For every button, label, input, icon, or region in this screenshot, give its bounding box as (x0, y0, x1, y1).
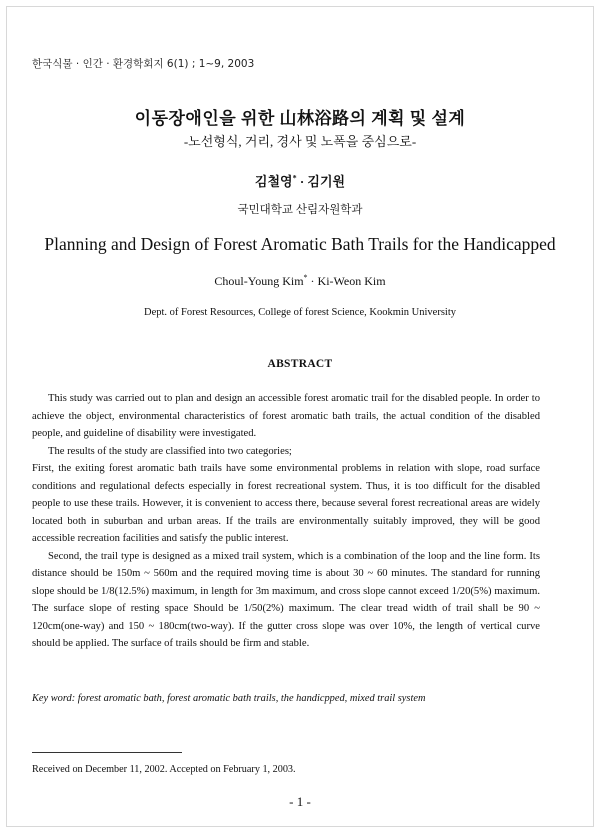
abstract-paragraph: The results of the study are classified into two categories; (48, 445, 292, 457)
abstract-body (32, 390, 540, 653)
keywords: Key word: forest aromatic bath, forest aromatic bath trails, the handicpped, mixed trail system (32, 693, 426, 704)
corresponding-mark: * (303, 273, 308, 282)
korean-author-2: 김기원 (307, 174, 346, 189)
english-authors (0, 274, 600, 289)
corresponding-mark: * (292, 173, 297, 183)
author-separator: · (296, 174, 308, 189)
korean-title: 이동장애인을 위한 山林浴路의 계획 및 설계 (134, 109, 466, 128)
english-title: Planning and Design of Forest Aromatic Bath Trails for the Handicapped (44, 234, 556, 254)
korean-affiliation: 국민대학교 산림자원학과 (237, 204, 363, 216)
korean-authors (0, 171, 600, 190)
korean-author-1: 김철영 (254, 174, 293, 189)
english-author-2: Ki-Weon Kim (317, 274, 386, 288)
abstract-paragraph: This study was carried out to plan and design an accessible forest aromatic trail for the disabled people. In order to achieve the object, environmental characteristics of forest aromatic bath trails, the actual condition of the disabled people, and guideline of disability were investigated. (32, 393, 540, 439)
abstract-paragraph: Second, the trail type is designed as a mixed trail system, which is a combination of the loop and the line form. Its distance should be 150m ~ 560m and the required moving time is about 30 ~ 60 minutes. The standard for running slope should be 1/8(12.5%) maximum, in length for 3m maximum, and cross slope cannot exceed 1/20(5%) maximum. The surface slope of resting space Should be 1/50(2%) maximum. The clear tread width of trail shall be 90 ~ 120cm(one-way) and 150 ~ 180cm(two-way). If the gutter cross slope was over 10%, the length of vertical curve should be applied. The surface of trails should be firm and stable. (32, 550, 540, 649)
page-number: - 1 - (289, 794, 311, 809)
abstract-heading: ABSTRACT (267, 358, 333, 370)
abstract-paragraph: First, the exiting forest aromatic bath trails have some environmental problems in relation with slope, road surface conditions and regulational defects especially in forest recreational system. Thus, it is too difficult for the disabled people to use these trails. However, it is convenient to access there, because several forest recreational areas are widely located both in suburban and urban areas. If the trails are environmentally suitably improved, they will be good accessible recreation facilities and satisfy the public interest. (32, 463, 540, 544)
english-author-1: Choul-Young Kim (214, 274, 304, 288)
korean-subtitle: -노선형식, 거리, 경사 및 노폭을 중심으로- (183, 134, 417, 149)
journal-header: 한국식물 · 인간 · 환경학회지 6(1) ; 1~9, 2003 (32, 58, 255, 70)
footnote-rule (32, 752, 182, 753)
author-separator: · (307, 274, 318, 288)
received-note: Received on December 11, 2002. Accepted on February 1, 2003. (32, 764, 296, 775)
english-affiliation: Dept. of Forest Resources, College of forest Science, Kookmin University (143, 307, 457, 318)
